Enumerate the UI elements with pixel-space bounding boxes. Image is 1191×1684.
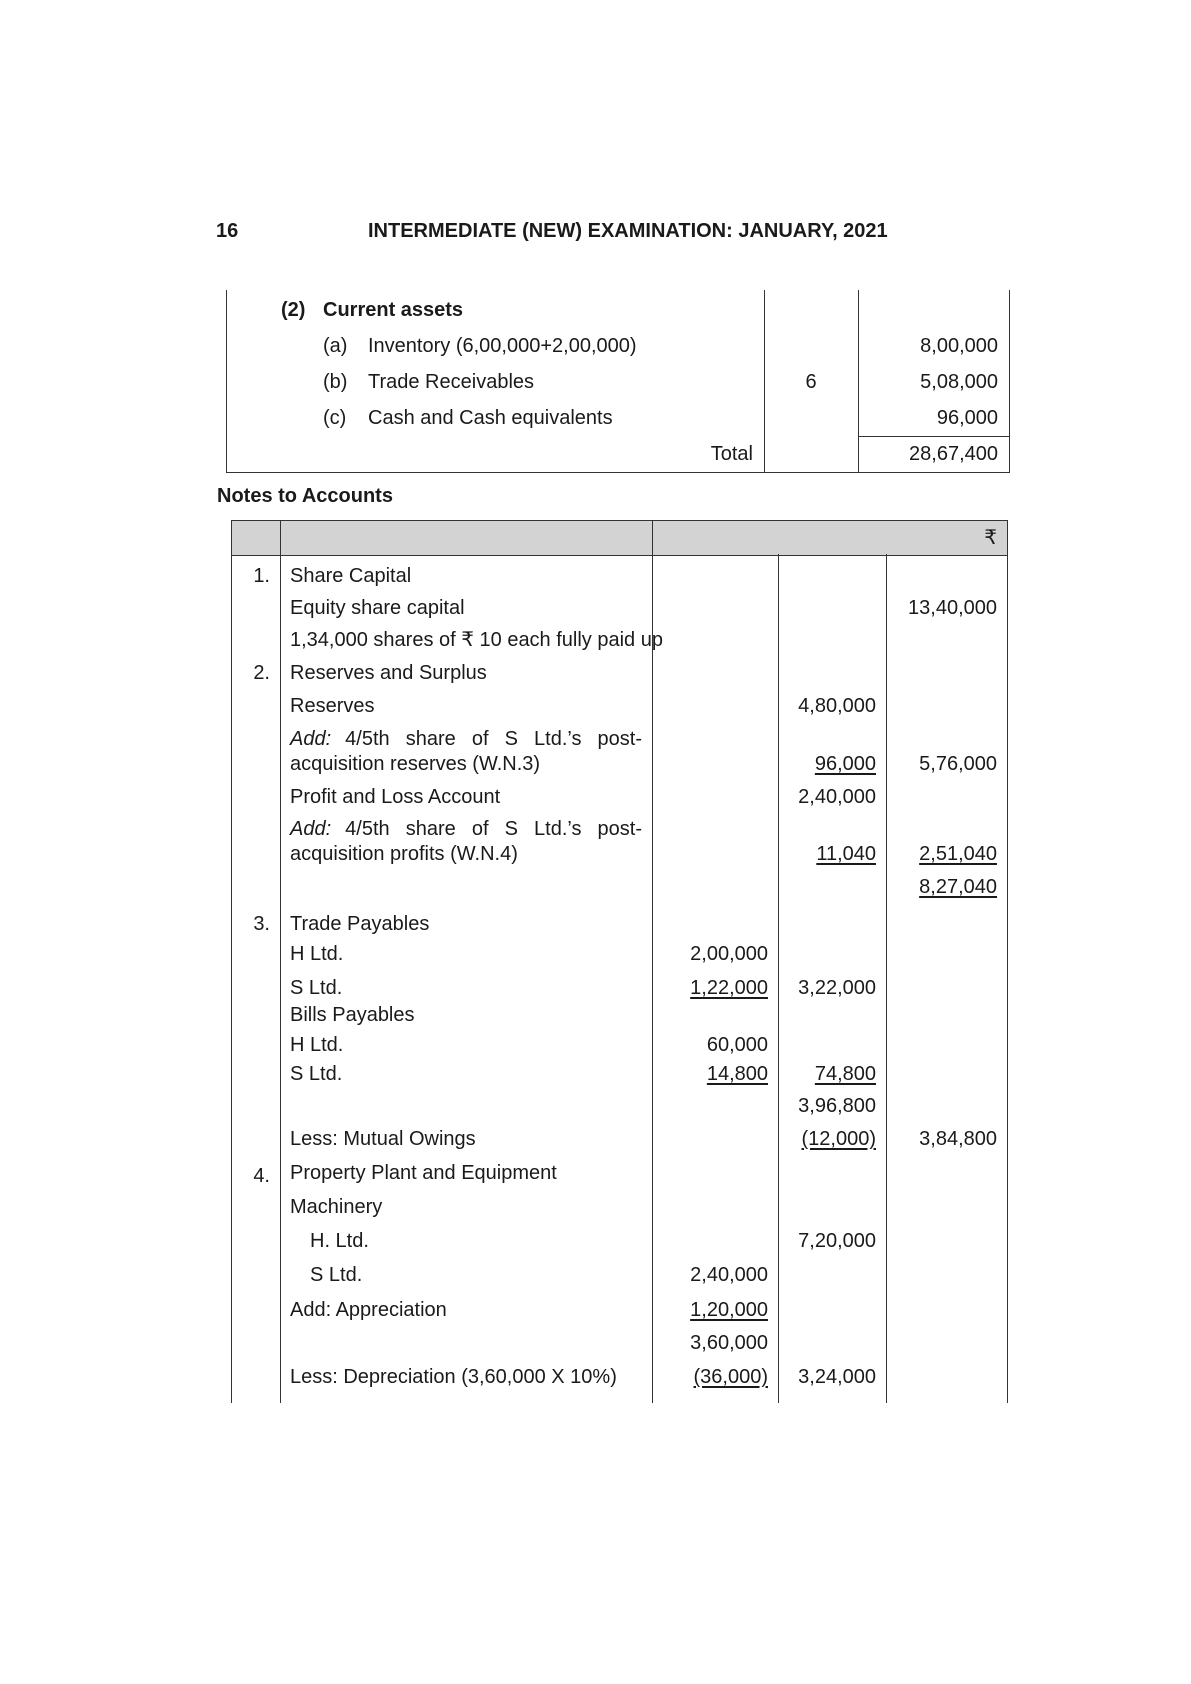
note-amount: 4,80,000 [798, 695, 876, 717]
note-amount: 13,40,000 [908, 597, 997, 619]
add-reserves-text: 4/5th share of S Ltd.’s post- [345, 728, 642, 750]
item-text: Cash and Cash equivalents [368, 407, 613, 429]
note-line: Reserves [290, 695, 375, 717]
section-number: (2) [281, 299, 306, 321]
total-amount: 28,67,400 [909, 443, 998, 465]
total-label: Total [710, 443, 753, 465]
add-prefix: Add: [290, 818, 332, 840]
note-line: H Ltd. [290, 1034, 344, 1056]
note-number: 2. [253, 662, 270, 684]
note-line: Less: Mutual Owings [290, 1128, 476, 1150]
note-amount: 3,22,000 [798, 977, 876, 999]
note-line: Profit and Loss Account [290, 786, 501, 808]
note-title: Reserves and Surplus [290, 662, 487, 684]
item-text: Inventory (6,00,000+2,00,000) [368, 335, 637, 357]
note-amount: 2,40,000 [798, 786, 876, 808]
note-title: Share Capital [290, 565, 412, 587]
note-line: S Ltd. [290, 977, 343, 999]
item-text: Trade Receivables [368, 371, 535, 393]
note-line: H Ltd. [290, 943, 344, 965]
section-heading: Current assets [323, 299, 464, 321]
note-number: 3. [253, 913, 270, 935]
table-header-row [232, 520, 1007, 556]
add-reserves-text-cont: acquisition reserves (W.N.3) [290, 753, 541, 775]
page-title: INTERMEDIATE (NEW) EXAMINATION: JANUARY, 2021 [368, 220, 888, 242]
note-amount: 2,00,000 [690, 943, 768, 965]
note-amount: 74,800 [814, 1063, 876, 1085]
note-amount: 14,800 [706, 1063, 768, 1085]
note-amount: 7,20,000 [798, 1230, 876, 1252]
note-amount: (12,000) [801, 1128, 876, 1150]
add-reserves-line [290, 727, 642, 751]
column-divider [886, 554, 887, 1403]
add-pl-line [290, 817, 642, 841]
column-divider [280, 520, 281, 1403]
notes-table [231, 520, 1008, 1403]
note-line: Add: Appreciation [290, 1299, 447, 1321]
note-amount: (36,000) [693, 1366, 768, 1388]
item-label: (a) [323, 335, 348, 357]
add-pl-text: 4/5th share of S Ltd.’s post- [345, 818, 642, 840]
note-amount: 2,40,000 [690, 1264, 768, 1286]
note-line: Equity share capital [290, 597, 465, 619]
page-number: 16 [216, 220, 239, 242]
note-number: 1. [253, 565, 270, 587]
note-amount: 60,000 [706, 1034, 768, 1056]
item-label: (b) [323, 371, 348, 393]
notes-heading: Notes to Accounts [217, 485, 393, 507]
note-line: Machinery [290, 1196, 383, 1218]
note-amount: 2,51,040 [919, 843, 997, 865]
note-amount: 96,000 [814, 753, 876, 775]
item-amount: 8,00,000 [920, 335, 998, 357]
note-amount: 1,20,000 [690, 1299, 768, 1321]
item-note: 6 [805, 371, 817, 393]
currency-symbol: ₹ [984, 527, 997, 549]
note-amount: 3,84,800 [919, 1128, 997, 1150]
note-line: S Ltd. [310, 1264, 363, 1286]
note-amount: 3,24,000 [798, 1366, 876, 1388]
item-amount: 5,08,000 [920, 371, 998, 393]
add-pl-text-cont: acquisition profits (W.N.4) [290, 843, 518, 865]
total-rule [858, 436, 1010, 437]
note-amount: 11,040 [816, 843, 876, 865]
note-amount: 8,27,040 [919, 876, 997, 898]
note-amount: 3,96,800 [798, 1095, 876, 1117]
note-line: 1,34,000 shares of ₹ 10 each fully paid up [290, 629, 663, 651]
note-title: Property Plant and Equipment [290, 1162, 557, 1184]
note-line: H. Ltd. [310, 1230, 369, 1252]
add-prefix: Add: [290, 728, 332, 750]
note-line: S Ltd. [290, 1063, 343, 1085]
note-number: 4. [253, 1165, 270, 1187]
note-amount: 3,60,000 [690, 1332, 768, 1354]
note-line: Bills Payables [290, 1004, 415, 1026]
item-amount: 96,000 [936, 407, 998, 429]
item-label: (c) [323, 407, 347, 429]
column-divider [1009, 290, 1010, 472]
current-assets-table [226, 290, 1010, 473]
note-amount: 5,76,000 [919, 753, 997, 775]
note-line: Less: Depreciation (3,60,000 X 10%) [290, 1366, 617, 1388]
note-title: Trade Payables [290, 913, 430, 935]
note-amount: 1,22,000 [690, 977, 768, 999]
